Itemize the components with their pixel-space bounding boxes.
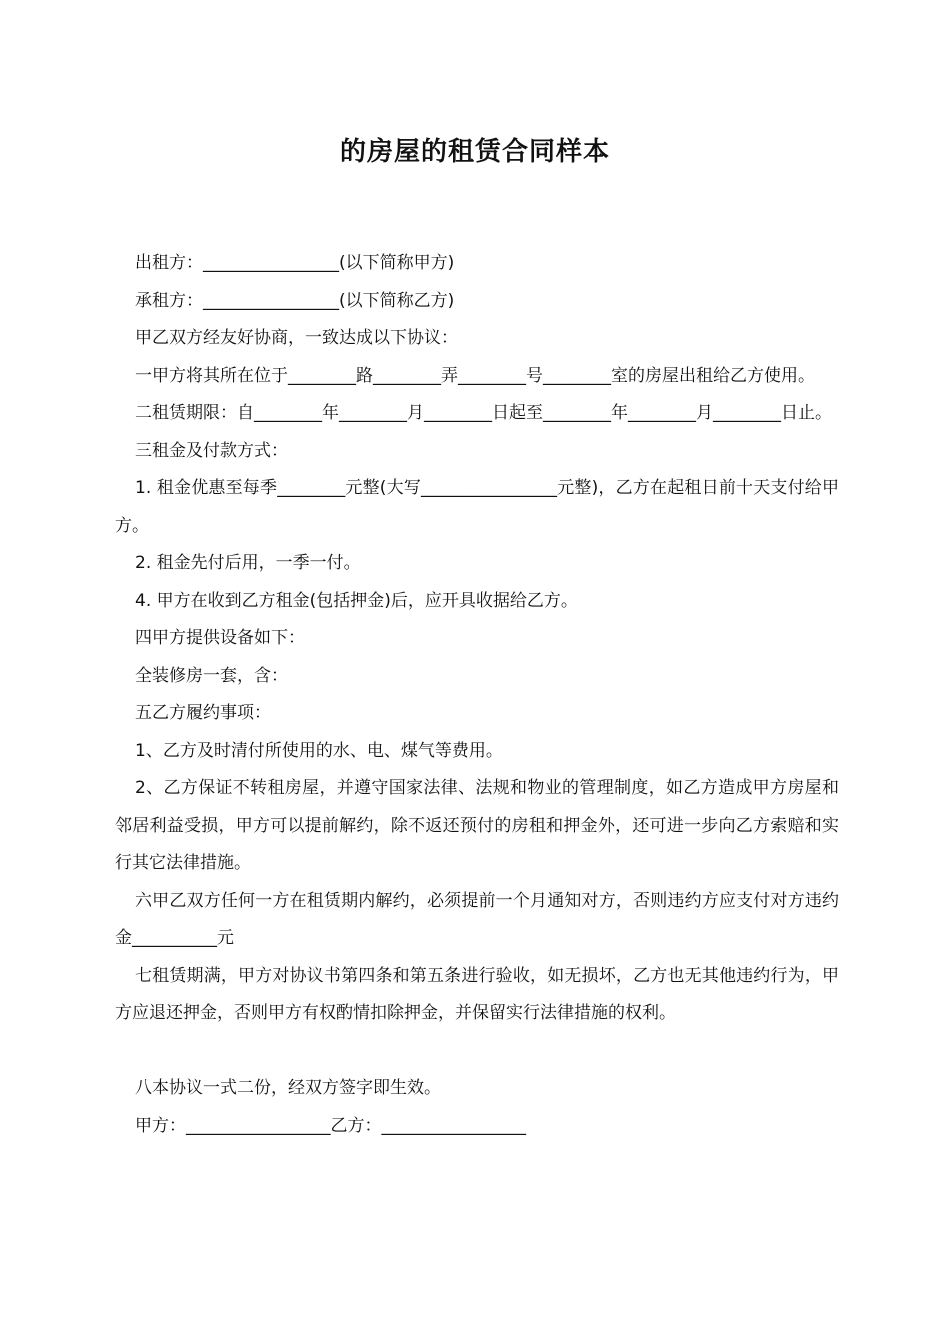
clause-7-expiry: 七租赁期满，甲方对协议书第四条和第五条进行验收，如无损坏，乙方也无其他违约行为，甲方应退还押金，否则甲方有权酌情扣除押金，并保留实行法律措施的权利。: [115, 965, 839, 1023]
clause-3-item-2: 2. 租金先付后用，一季一付。: [135, 553, 361, 573]
clause-3-item-4: 4. 甲方在收到乙方租金(包括押金)后，应开具收据给乙方。: [135, 590, 578, 611]
clause-5-item-1: 1、乙方及时清付所使用的水、电、煤气等费用。: [135, 740, 503, 761]
clause-2-term: 二租赁期限：自________年________月________日起至________年________月________日止。: [135, 403, 832, 423]
clause-4-heading: 四甲方提供设备如下：: [135, 628, 305, 648]
document-title: 的房屋的租赁合同样本: [339, 137, 610, 167]
paragraph-spacer: [115, 1033, 839, 1071]
clause-3-item-1: 1. 租金优惠至每季________元整(大写________________元整)，乙方在起租日前十天支付给甲方。: [115, 478, 839, 536]
lessee-line: 承租方：________________(以下简称乙方): [135, 290, 455, 311]
clause-5-heading: 五乙方履约事项：: [135, 703, 271, 723]
clause-8-copies: 八本协议一式二份，经双方签字即生效。: [135, 1078, 441, 1098]
clause-1-property: 一甲方将其所在位于________路________弄________号________室的房屋出租给乙方使用。: [135, 365, 815, 386]
document-body: [115, 245, 839, 1145]
lessor-line: 出租方：________________(以下简称甲方): [135, 253, 455, 273]
clause-6-termination: 六甲乙双方任何一方在租赁期内解约，必须提前一个月通知对方，否则违约方应支付对方违约金__________元: [115, 890, 839, 948]
agreement-intro: 甲乙双方经友好协商，一致达成以下协议：: [135, 328, 458, 348]
clause-4-detail: 全装修房一套，含：: [135, 665, 288, 686]
clause-5-item-2: 2、乙方保证不转租房屋，并遵守国家法律、法规和物业的管理制度，如乙方造成甲方房屋和邻居利益受损，甲方可以提前解约，除不返还预付的房租和押金外，还可进一步向乙方索赔和实行其它法律措施。: [115, 778, 839, 873]
signature-line: 甲方：_________________乙方：_________________: [135, 1115, 526, 1136]
clause-3-heading: 三租金及付款方式：: [135, 440, 288, 461]
